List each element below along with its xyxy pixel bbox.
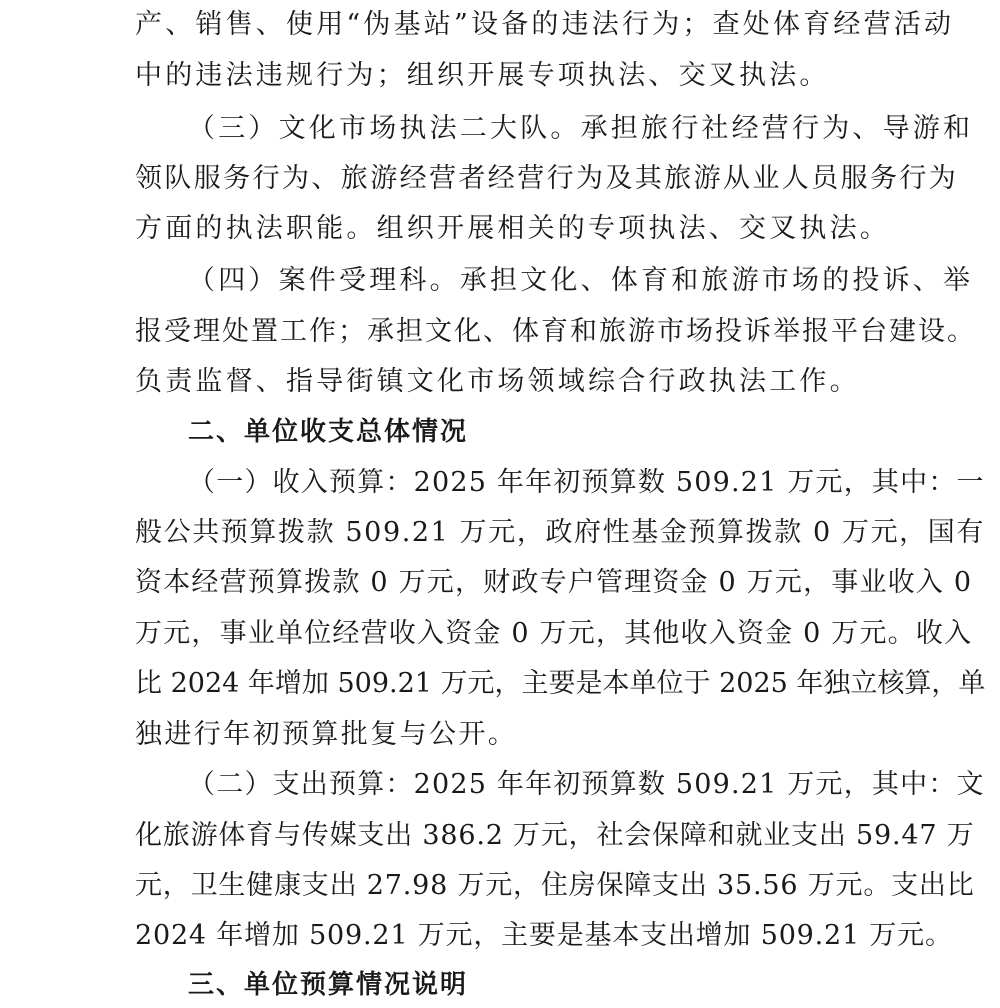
paragraph-line: 比 2024 年增加 509.21 万元，主要是本单位于 2025 年独立核算，单 bbox=[135, 668, 986, 699]
paragraph-line: 2024 年增加 509.21 万元，主要是基本支出增加 509.21 万元。 bbox=[135, 920, 953, 951]
section-heading: 二、单位收支总体情况 bbox=[188, 417, 469, 447]
paragraph-line: 般公共预算拨款 509.21 万元，政府性基金预算拨款 0 万元，国有 bbox=[135, 517, 985, 548]
paragraph-line: 方面的执法职能。组织开展相关的专项执法、交叉执法。 bbox=[135, 213, 890, 244]
paragraph-line: 元，卫生健康支出 27.98 万元，住房保障支出 35.56 万元。支出比 bbox=[135, 870, 975, 901]
paragraph-line: 中的违法违规行为；组织开展专项执法、交叉执法。 bbox=[135, 60, 830, 91]
paragraph-line: （二）支出预算：2025 年年初预算数 509.21 万元，其中：文 bbox=[188, 769, 985, 800]
paragraph-line: 报受理处置工作；承担文化、体育和旅游市场投诉举报平台建设。 bbox=[135, 316, 976, 347]
paragraph-line: 领队服务行为、旅游经营者经营行为及其旅游从业人员服务行为 bbox=[135, 163, 959, 194]
paragraph-line: （一）收入预算：2025 年年初预算数 509.21 万元，其中：一 bbox=[188, 467, 985, 498]
paragraph-line: （四）案件受理科。承担文化、体育和旅游市场的投诉、举 bbox=[188, 265, 974, 296]
paragraph-line: 负责监督、指导街镇文化市场领域综合行政执法工作。 bbox=[135, 366, 860, 397]
paragraph-line: 化旅游体育与传媒支出 386.2 万元，社会保障和就业支出 59.47 万 bbox=[135, 820, 975, 851]
paragraph-line: 万元，事业单位经营收入资金 0 万元，其他收入资金 0 万元。收入 bbox=[135, 618, 973, 649]
section-heading: 三、单位预算情况说明 bbox=[188, 970, 469, 1000]
paragraph-line: 独进行年初预算批复与公开。 bbox=[135, 719, 518, 750]
paragraph-line: 产、销售、使用“伪基站”设备的违法行为；查处体育经营活动 bbox=[135, 9, 955, 40]
paragraph-line: （三）文化市场执法二大队。承担旅行社经营行为、导游和 bbox=[188, 113, 974, 144]
paragraph-line: 资本经营预算拨款 0 万元，财政专户管理资金 0 万元，事业收入 0 bbox=[135, 567, 973, 598]
